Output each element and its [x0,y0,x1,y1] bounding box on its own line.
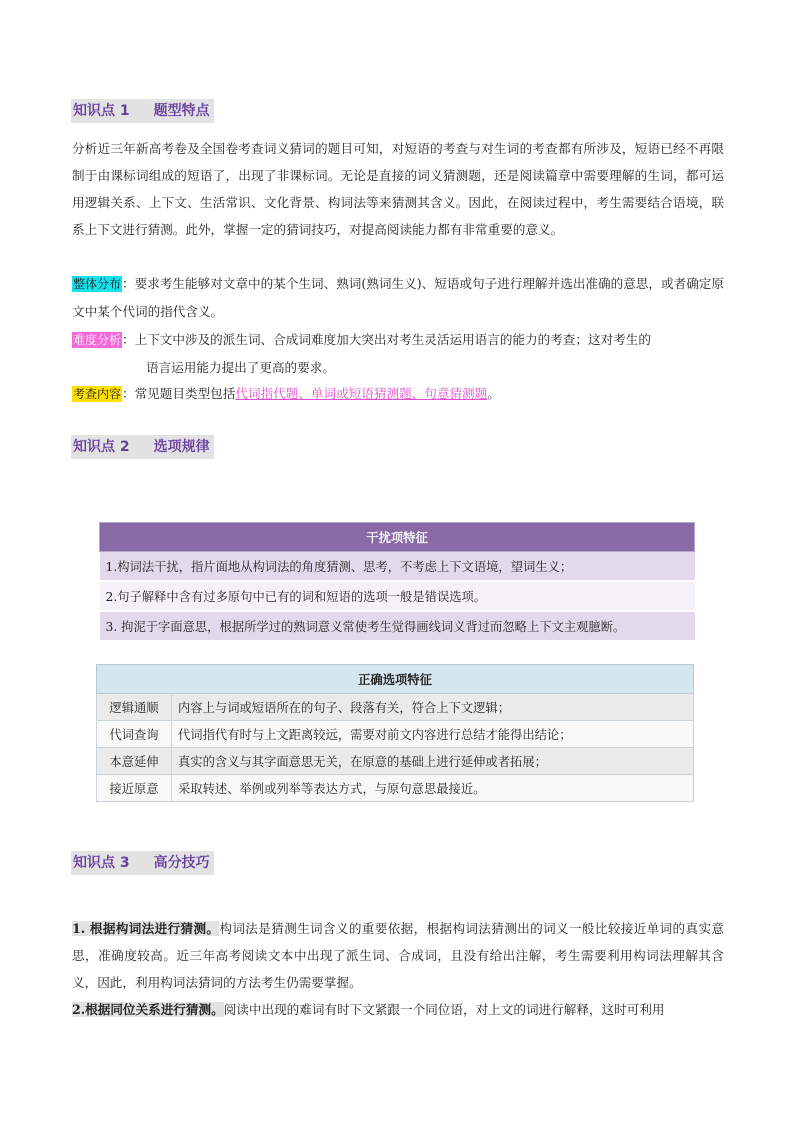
tip1-text: 构词法是猜测生词含义的重要依据，根据构词法猜测出的词义一般比较接近单词的真实意思，准确度较高。近三年高考阅读文本中出现了派生词、合成词，且没有给出注解，考生需要利用构词法理解其含义，因此，利用构词法猜词的方法考生仍需要掌握。 [72,921,724,990]
section3-heading [71,851,214,875]
section1-label: 知识点 1 [73,103,130,119]
feature-name: 接近原意 [97,775,172,802]
tip2-paragraph [72,996,724,1023]
distractor-row: 3. 拘泥于字面意思，根据所学过的熟词意义常使考生觉得画线词义背过而忽略上下文主观臆断。 [100,611,695,641]
content-paragraph [72,380,724,408]
feature-name: 本意延伸 [97,748,172,775]
table-row [97,748,694,775]
feature-name: 代词查询 [97,721,172,748]
difficulty-text-line1: ：上下文中涉及的派生词、合成词难度加大突出对考生灵活运用语言的能力的考查；这对考生的 [122,332,651,347]
content-prefix: ：常见题目类型包括 [122,386,236,401]
feature-desc: 代词指代有时与上文距离较远，需要对前文内容进行总结才能得出结论； [172,721,694,748]
distribution-text: ：要求考生能够对文章中的某个生词、熟词(熟词生义)、短语或句子进行理解并选出准确的意思，或者确定原文中某个代词的指代含义。 [72,276,724,319]
feature-desc: 真实的含义与其字面意思无关，在原意的基础上进行延伸或者拓展； [172,748,694,775]
section2-heading [71,435,214,459]
section3-label: 知识点 3 [73,855,130,871]
distribution-tag: 整体分布 [73,277,122,291]
correct-table-header: 正确选项特征 [97,665,694,694]
content-tag: 考查内容 [73,387,122,401]
distractor-row: 2.句子解释中含有过多原句中已有的词和短语的选项一般是错误选项。 [100,581,695,611]
table-row [97,775,694,802]
section2-title: 选项规律 [153,439,210,455]
difficulty-tag: 难度分析 [73,333,122,347]
section1-heading [71,99,214,123]
section2-label: 知识点 2 [73,439,130,455]
section1-intro: 分析近三年新高考卷及全国卷考查词义猜词的题目可知，对短语的考查与对生词的考查都有所涉及，短语已经不再限制于由课标词组成的短语了，出现了非课标词。无论是直接的词义猜测题，还是阅读篇章中需要理解的生词，都可运用逻辑关系、上下文、生活常识、文化背景、构词法等来猜测其含义。因此，在阅读过程中，考生需要结合语境，联系上下文进行猜测。此外，掌握一定的猜词技巧，对提高阅读能力都有非常重要的意义。 [72,141,724,237]
feature-name: 逻辑通顺 [97,694,172,721]
tip1-paragraph [72,915,724,996]
content-suffix: 。 [487,386,500,401]
difficulty-text-line2: 语言运用能力提出了更高的要求。 [146,360,335,375]
feature-desc: 内容上与词或短语所在的句子、段落有关，符合上下文逻辑； [172,694,694,721]
question-types-link[interactable]: 代词指代题、单词或短语猜测题、句意猜测题 [235,386,488,401]
tip2-text: 阅读中出现的难词有时下文紧跟一个同位语，对上文的词进行解释，这时可利用 [223,1002,665,1017]
correct-option-features-table [96,664,694,802]
distractor-row: 1.构词法干扰，指片面地从构词法的角度猜测、思考，不考虑上下文语境，望词生义； [100,552,695,582]
section3-title: 高分技巧 [153,855,210,871]
table-row [97,694,694,721]
feature-desc: 采取转述、举例或列举等表达方式，与原句意思最接近。 [172,775,694,802]
tip1-lead: 1. 根据构词法进行猜测。 [72,921,220,936]
distractor-features-table [99,522,695,642]
section1-title: 题型特点 [153,103,210,119]
tip2-lead: 2.根据同位关系进行猜测。 [72,1002,224,1017]
distractor-table-header: 干扰项特征 [100,523,695,552]
distribution-paragraph [72,270,724,325]
table-row [97,721,694,748]
difficulty-paragraph [72,326,724,381]
